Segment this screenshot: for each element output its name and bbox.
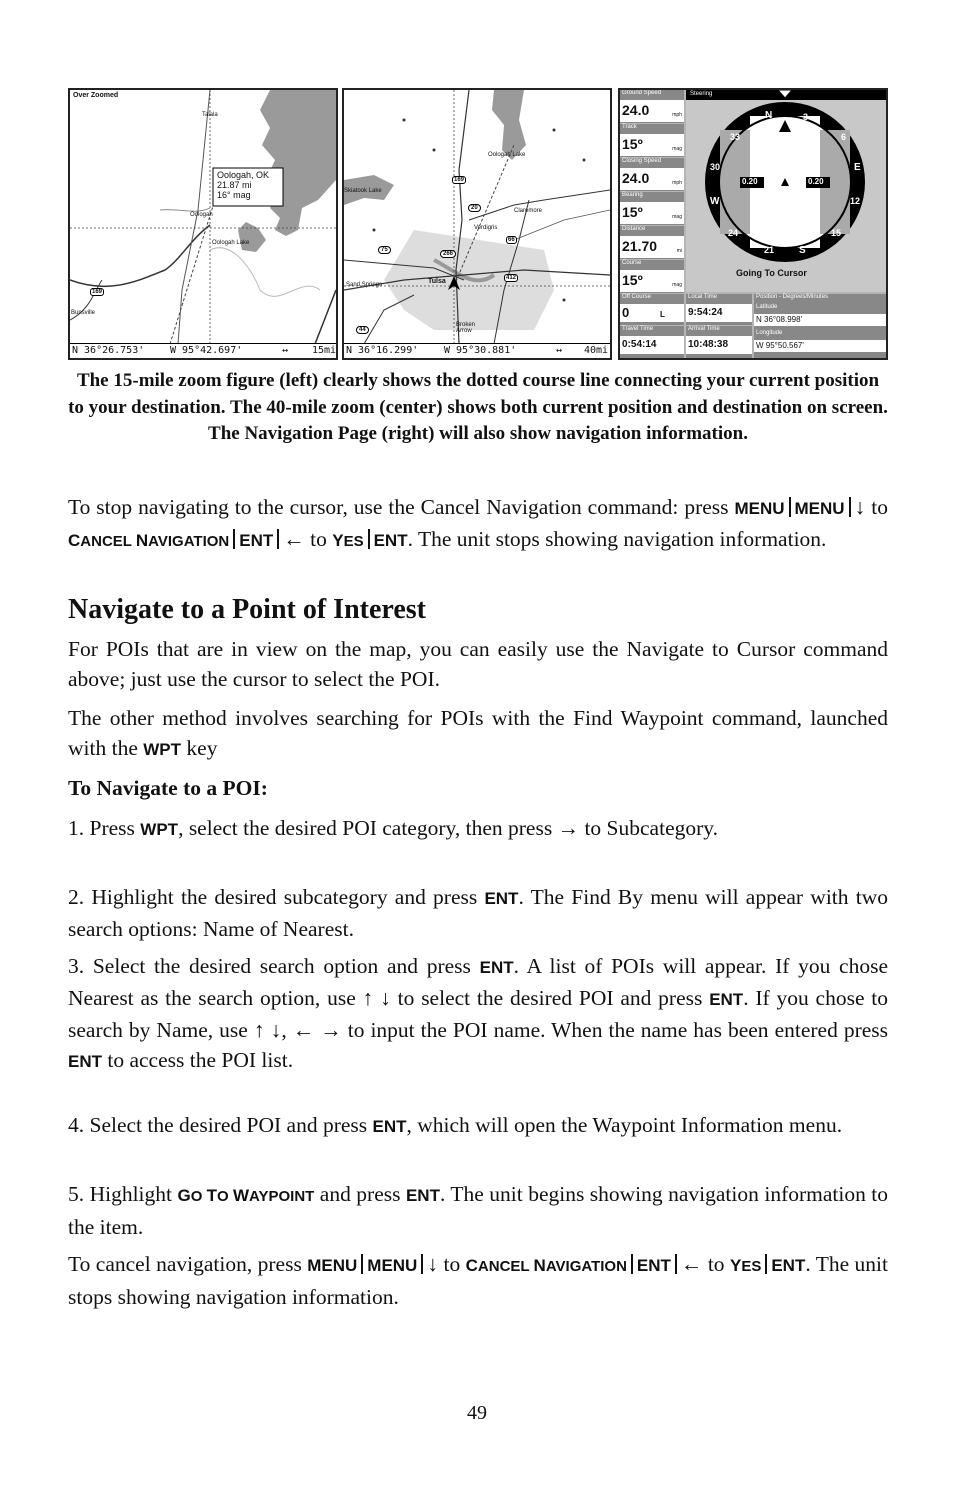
text: 2. Highlight the desired subcategory and press <box>68 885 485 909</box>
step-1 <box>68 813 888 845</box>
navigation-page <box>618 88 888 360</box>
xte-left-value: 0.20 <box>742 177 758 186</box>
text: to Subcategory. <box>579 816 718 840</box>
status-latitude: N 36°26.753' <box>72 345 145 356</box>
compass-label-12: 12 <box>850 196 861 206</box>
left-arrow-icon: ← <box>283 527 305 551</box>
going-to-label: Going To Cursor <box>736 268 807 278</box>
compass-label-n: N <box>765 110 773 121</box>
separator <box>675 1254 677 1274</box>
arrival-time-label: Arrival Time <box>688 326 720 332</box>
text: . The unit stops showing navigation information. <box>68 1252 888 1309</box>
menu-key: MENU <box>367 1256 418 1275</box>
figure-caption: The 15-mile zoom figure (left) clearly shows the dotted course line connecting your current position to your destination. The 40-mile zoom (center) shows both current position and destination on screen. The Navigation Page (right) will also show navigation information. <box>68 370 888 444</box>
field-label: Distance <box>622 226 646 232</box>
menu-key: MENU <box>307 1256 358 1275</box>
ent-key: ENT <box>484 889 519 908</box>
separator <box>277 529 279 549</box>
text: . The unit begins showing navigation information to the item. <box>68 1182 889 1239</box>
compass-label-e: E <box>854 162 861 173</box>
right-arrow-icon: → <box>557 816 580 840</box>
text: to input the POI name. When the name has been entered press <box>341 1018 889 1042</box>
compass-label-6: 6 <box>841 132 847 142</box>
latitude-value: N 36°08.998' <box>756 315 803 324</box>
field-value: 24.0 <box>622 102 650 118</box>
highway-shield: 20 <box>468 204 481 212</box>
popup-bearing: 16° mag <box>217 190 251 200</box>
separator <box>233 529 235 549</box>
cancel-navigation-command: CANCEL NAVIGATION <box>68 531 230 550</box>
highway-shield: 44 <box>356 326 369 334</box>
steering-title: Steering <box>690 91 713 97</box>
compass-label-s: S <box>799 245 806 256</box>
text: 5. Highlight <box>68 1182 178 1206</box>
cancel-navigation-command: CANCEL NAVIGATION <box>465 1256 627 1275</box>
map-40-mile-graphic <box>344 90 610 344</box>
text: to <box>865 495 888 519</box>
zoom-arrow-icon: ↔ <box>282 345 289 356</box>
highway-shield: 412 <box>506 275 517 281</box>
left-arrow-icon: ← <box>680 1252 703 1276</box>
arrows-icon: ↑ ↓, ← → <box>253 1018 342 1042</box>
text: and press <box>314 1182 406 1206</box>
travel-time-value: 0:54:14 <box>622 339 657 350</box>
ent-key: ENT <box>709 990 744 1009</box>
ent-key: ENT <box>372 1117 407 1136</box>
map-title: Over Zoomed <box>73 92 119 99</box>
text: The other method involves searching for POIs with the Find Waypoint command, launched with the <box>68 706 888 760</box>
cancel-navigation-paragraph <box>68 1249 888 1312</box>
step-5 <box>68 1179 888 1242</box>
field-label: Ground Speed <box>622 90 662 96</box>
step-4 <box>68 1110 888 1142</box>
field-unit: mi <box>676 248 682 254</box>
text: 3. Select the desired search option and press <box>68 954 480 978</box>
xte-right-value: 0.20 <box>808 177 824 186</box>
compass-label-3: 3 <box>803 112 809 122</box>
off-course-unit: L <box>660 310 665 319</box>
ent-key: ENT <box>239 531 274 550</box>
separator <box>368 529 370 549</box>
text: , select the desired POI category, then press <box>178 816 558 840</box>
field-unit: mag <box>672 214 682 220</box>
field-value: 15º <box>622 204 643 220</box>
place-label-verdigris: Verdigris <box>474 225 498 231</box>
text: 1. Press <box>68 816 141 840</box>
place-label-claremore: Claremore <box>514 208 543 214</box>
yes-command: YES <box>729 1256 762 1275</box>
text: 4. Select the desired POI and press <box>68 1113 373 1137</box>
text: to <box>707 1252 730 1276</box>
place-label-skiatook-lake: Skiatook Lake <box>344 188 382 194</box>
map-status-bar <box>344 343 610 358</box>
field-unit: mph <box>672 112 682 118</box>
nav-field-course <box>620 260 684 293</box>
highway-shield: 169 <box>454 177 465 183</box>
compass-label-15: 15 <box>831 228 842 238</box>
go-to-waypoint-command: GO TO WAYPOINT <box>177 1186 315 1205</box>
field-unit: mag <box>672 146 682 152</box>
yes-command: YES <box>332 531 364 550</box>
separator <box>765 1254 767 1274</box>
place-label-broken-arrow: Broken Arrow <box>456 322 476 334</box>
field-label: Track <box>622 124 637 130</box>
down-arrow-icon: ↓ <box>427 1252 439 1276</box>
place-label-oologah-lake: Oologah Lake <box>212 240 250 246</box>
status-latitude: N 36°16.299' <box>346 345 419 356</box>
place-label-bunsville: Bunsville <box>71 310 96 316</box>
ent-key: ENT <box>405 1186 440 1205</box>
field-label: Bearing <box>622 192 643 198</box>
position-label: Position - Degrees/Minutes <box>756 294 829 300</box>
menu-key: MENU <box>794 499 845 518</box>
compass-label-24: 24 <box>728 228 739 238</box>
zoom-arrow-icon: ↔ <box>556 345 563 356</box>
travel-time-label: Travel Time <box>622 326 654 332</box>
separator <box>421 1254 423 1274</box>
off-course-label: Off Course <box>622 294 651 300</box>
highway-shield: 169 <box>92 289 103 295</box>
page-number: 49 <box>467 1402 487 1424</box>
field-label: Course <box>622 260 642 266</box>
local-time-label: Local Time <box>688 294 718 300</box>
latitude-label: Latitude <box>756 304 778 310</box>
compass-label-33: 33 <box>730 132 741 142</box>
map-15-mile <box>68 88 338 360</box>
compass-label-30: 30 <box>710 162 721 172</box>
stop-navigation-paragraph <box>68 492 888 557</box>
nav-field-distance <box>620 226 684 259</box>
separator <box>631 1254 633 1274</box>
longitude-label: Longitude <box>756 330 783 336</box>
popup-place: Oologah, OK <box>217 170 270 180</box>
separator <box>789 497 791 517</box>
popup-text <box>217 170 269 200</box>
figure-row <box>68 88 888 358</box>
place-label-oologah-lake: Oologah Lake <box>488 152 526 158</box>
popup-distance: 21.87 mi <box>217 180 252 190</box>
highway-shield: 266 <box>440 250 456 258</box>
poi-intro-paragraph: For POIs that are in view on the map, you can easily use the Navigate to Cursor command above; just use the cursor to select the POI. <box>68 637 888 691</box>
field-unit: mag <box>672 282 682 288</box>
text: to access the POI list. <box>102 1048 294 1072</box>
text: To cancel navigation, press <box>68 1252 308 1276</box>
local-time-value: 9:54:24 <box>688 307 723 318</box>
compass-label-w: W <box>710 196 720 207</box>
field-unit: mph <box>672 180 682 186</box>
field-value: 15º <box>622 136 643 152</box>
field-value: 15º <box>622 272 643 288</box>
text: . If you chose to search by Name, use <box>68 986 889 1042</box>
status-zoom: 15mi <box>312 345 337 356</box>
map-40-mile <box>342 88 612 360</box>
down-arrow-icon: ↓ <box>854 495 866 519</box>
procedure-heading: To Navigate to a POI: <box>68 776 268 800</box>
field-label: Closing Speed <box>622 158 662 164</box>
map-status-bar <box>70 343 336 358</box>
text: . The unit stops showing navigation information. <box>407 527 827 551</box>
field-value: 21.70 <box>622 238 658 254</box>
nav-field-ground-speed <box>620 90 684 123</box>
separator <box>361 1254 363 1274</box>
find-waypoint-paragraph <box>68 703 888 765</box>
longitude-value: W 95°50.567' <box>756 341 804 350</box>
ent-key: ENT <box>479 958 514 977</box>
place-label-oologah: Oologah <box>190 212 213 218</box>
nav-field-track <box>620 124 684 157</box>
ent-key: ENT <box>636 1256 671 1275</box>
ent-key: ENT <box>771 1256 806 1275</box>
compass-label-21: 21 <box>764 245 775 255</box>
wpt-key: WPT <box>140 820 179 839</box>
place-label-sand-springs: Sand Springs <box>346 282 383 288</box>
status-longitude: W 95°42.697' <box>170 345 243 356</box>
arrival-time-value: 10:48:38 <box>688 339 729 350</box>
text: to <box>304 527 333 551</box>
step-3 <box>68 951 888 1077</box>
highway-shield: 66 <box>508 237 515 243</box>
field-value: 24.0 <box>622 170 650 186</box>
step-2 <box>68 882 888 944</box>
ent-key: ENT <box>373 531 408 550</box>
place-label-talala: Talala <box>202 112 218 118</box>
text: . The Find By menu will appear with two search options: Name of Nearest. <box>68 885 888 941</box>
text: To stop navigating to the cursor, use the Cancel Navigation command: press <box>68 495 735 519</box>
status-zoom: 40mi <box>584 345 609 356</box>
wpt-key: WPT <box>143 740 182 759</box>
separator <box>849 497 851 517</box>
ent-key: ENT <box>68 1052 102 1071</box>
off-course-value: 0 <box>622 305 630 320</box>
text: to select the desired POI and press <box>390 986 710 1010</box>
text: , which will open the Waypoint Information menu. <box>406 1113 843 1137</box>
place-label-tulsa: Tulsa <box>428 278 446 285</box>
nav-field-closing-speed <box>620 158 684 191</box>
text: to <box>438 1252 466 1276</box>
status-longitude: W 95°30.881' <box>444 345 517 356</box>
up-down-arrows-icon: ↑ ↓ <box>362 986 391 1010</box>
text: key <box>181 736 218 760</box>
section-heading: Navigate to a Point of Interest <box>68 594 426 625</box>
text: . A list of POIs will appear. If you chose Nearest as the search option, use <box>68 954 888 1010</box>
menu-key: MENU <box>734 499 785 518</box>
highway-shield: 75 <box>378 246 391 254</box>
nav-field-bearing <box>620 192 684 225</box>
